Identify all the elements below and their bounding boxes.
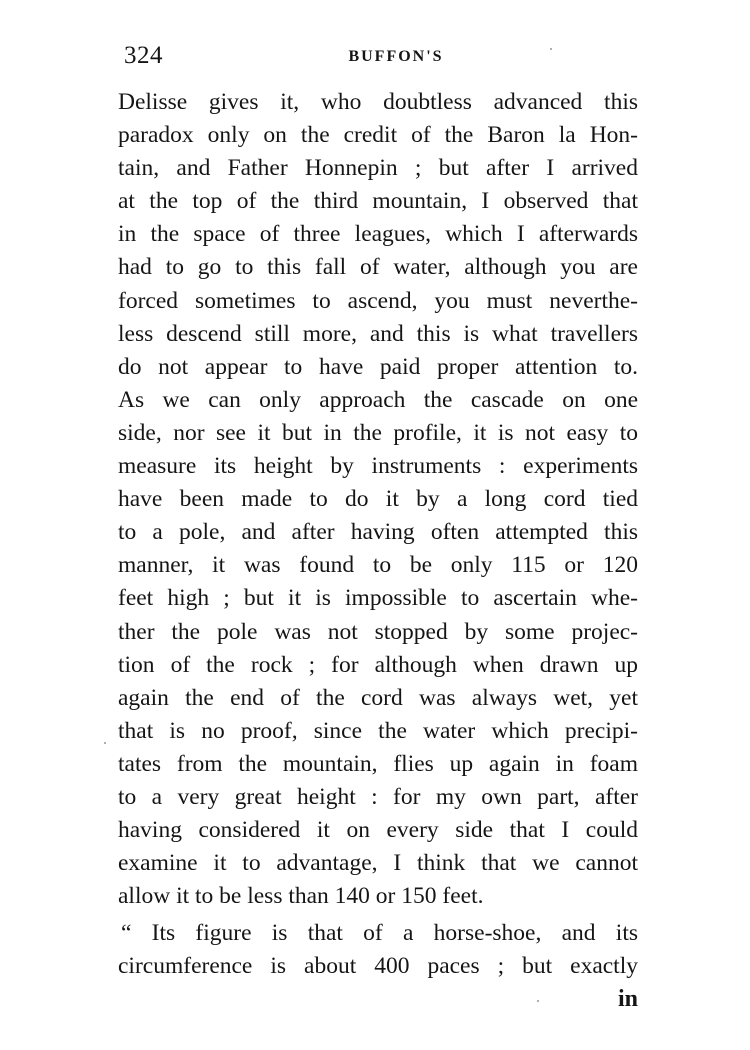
paper-speck <box>537 1000 539 1002</box>
text-line: tates from the mountain, flies up again in foam <box>118 750 638 777</box>
text-line: As we can only approach the cascade on one <box>118 386 638 413</box>
paper-speck <box>104 742 106 744</box>
text-line: ther the pole was not stopped by some projec- <box>118 618 638 645</box>
text-line: having considered it on every side that I could <box>118 817 638 844</box>
catchword: in <box>617 986 638 1012</box>
text-line: at the top of the third mountain, I observed that <box>118 188 638 215</box>
page-number: 324 <box>124 42 163 69</box>
text-line: paradox only on the credit of the Baron la Hon- <box>118 122 638 149</box>
text-line: that is no proof, since the water which precipi- <box>118 717 638 744</box>
text-line: “ Its figure is that of a horse-shoe, and its <box>121 920 638 947</box>
text-line: forced sometimes to ascend, you must neverthe- <box>118 287 638 314</box>
text-line: manner, it was found to be only 115 or 120 <box>118 552 638 579</box>
text-line: had to go to this fall of water, although you are <box>118 254 638 281</box>
text-line: Delisse gives it, who doubtless advanced this <box>118 89 638 115</box>
text-line: side, nor see it but in the profile, it is not easy to <box>118 419 638 446</box>
text-line: tion of the rock ; for although when drawn up <box>118 651 638 678</box>
body-text <box>118 86 638 984</box>
text-line: circumference is about 400 paces ; but exactly <box>118 953 638 980</box>
text-line: allow it to be less than 140 or 150 feet. <box>118 883 484 910</box>
page-header <box>124 40 638 80</box>
text-line: feet high ; but it is impossible to ascertain whe- <box>118 585 638 612</box>
text-line: again the end of the cord was always wet, yet <box>118 684 638 711</box>
text-line: in the space of three leagues, which I afterwards <box>118 221 638 248</box>
text-line: examine it to advantage, I think that we cannot <box>118 850 638 877</box>
text-line: tain, and Father Honnepin ; but after I arrived <box>118 155 638 182</box>
paper-speck <box>550 48 552 50</box>
running-head: BUFFON'S <box>348 48 444 65</box>
text-line: measure its height by instruments : experiments <box>118 453 638 480</box>
text-line: do not appear to have paid proper attention to. <box>118 353 638 380</box>
text-line: to a pole, and after having often attempted this <box>118 519 638 546</box>
text-line: less descend still more, and this is what travellers <box>118 320 638 347</box>
text-line: to a very great height : for my own part, after <box>118 783 638 810</box>
text-line: have been made to do it by a long cord tied <box>118 486 638 513</box>
